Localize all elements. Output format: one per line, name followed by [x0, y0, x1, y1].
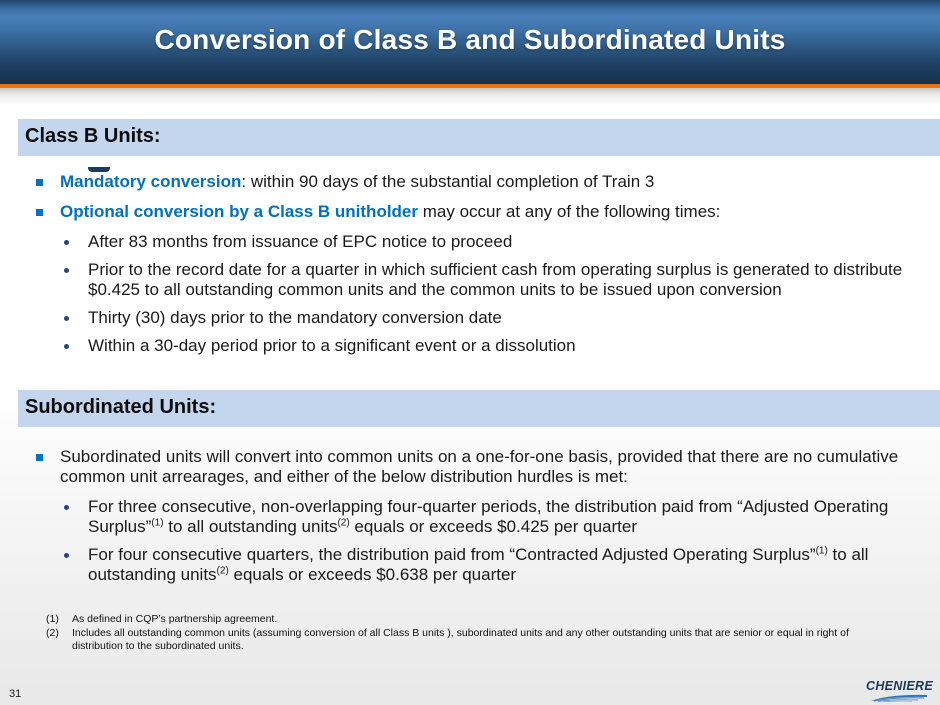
sub-bullet-text: After 83 months from issuance of EPC notice to proceed	[88, 232, 513, 251]
sub-bullet	[64, 308, 908, 328]
square-bullet-icon	[36, 209, 43, 216]
bullet-text: Subordinated units will convert into common units on a one-for-one basis, provided that there are no cumulative common unit arrearages, and either of the below distribution hurdles is met:	[60, 447, 899, 486]
sub-bullet-segment: equals or exceeds $0.638 per quarter	[228, 565, 517, 584]
sub-bullet-text	[88, 545, 908, 585]
slide-header-band	[0, 0, 940, 84]
sub-bullet-segment: to all outstanding units	[88, 545, 869, 584]
round-bullet-icon	[64, 268, 69, 273]
footnote-text: As defined in CQP’s partnership agreement.	[72, 613, 278, 625]
subordinated-content	[0, 447, 940, 585]
footnote-ref: (1)	[151, 517, 164, 529]
sub-bullet	[64, 232, 908, 252]
sub-bullet-text	[88, 497, 908, 537]
orange-divider	[0, 84, 940, 88]
sub-bullet-text: Within a 30-day period prior to a significant event or a dissolution	[88, 336, 576, 355]
bullet-lead-text: Mandatory conversion	[60, 172, 242, 191]
round-bullet-icon	[64, 553, 69, 558]
footnote-ref: (2)	[216, 565, 229, 577]
round-bullet-icon	[64, 240, 69, 245]
bullet-mandatory-conversion	[36, 172, 908, 192]
footnote-2	[46, 627, 880, 654]
bullet-subordinated-convert	[36, 447, 908, 487]
round-bullet-icon	[64, 344, 69, 349]
sub-bullet-segment: For four consecutive quarters, the distribution paid from “Contracted Adjusted Operating Surplus”	[88, 545, 816, 564]
sub-bullet-segment: For three consecutive, non-overlapping four-quarter periods, the distribution paid from “Adjusted Operating Surplus”	[88, 497, 889, 536]
sub-bullet	[64, 497, 908, 537]
page-number: 31	[9, 688, 22, 700]
cheniere-logo-text: CHENIERE	[866, 679, 933, 693]
bullet-optional-conversion	[36, 202, 908, 222]
sub-bullet	[64, 545, 908, 585]
subordinated-sub-bullets	[64, 497, 908, 585]
section-heading-subordinated: Subordinated Units:	[18, 390, 940, 427]
class-b-content	[0, 172, 940, 356]
bullet-rest-text: : within 90 days of the substantial completion of Train 3	[241, 172, 655, 191]
footnote-number: (1)	[46, 613, 59, 625]
class-b-sub-bullets	[64, 232, 908, 356]
square-bullet-icon	[36, 179, 43, 186]
section-heading-class-b: Class B Units:	[18, 119, 940, 156]
header-drop-shadow	[0, 88, 940, 105]
cheniere-swoosh-icon	[870, 693, 928, 702]
sub-bullet-text: Thirty (30) days prior to the mandatory conversion date	[88, 308, 502, 327]
bullet-text	[60, 172, 654, 192]
sub-bullet-text: Prior to the record date for a quarter in which sufficient cash from operating surplus is generated to distribute $0.425 to all outstanding common units and the common units to be issued upon conversion	[88, 260, 903, 299]
bullet-lead-text: Optional conversion by a Class B unitholder	[60, 202, 419, 221]
header-notch-decoration	[88, 167, 110, 172]
round-bullet-icon	[64, 316, 69, 321]
square-bullet-icon	[36, 454, 43, 461]
footnotes	[46, 613, 880, 654]
bullet-text	[60, 202, 720, 222]
slide-title: Conversion of Class B and Subordinated Units	[154, 24, 786, 55]
bullet-rest-text: may occur at any of the following times:	[418, 202, 721, 221]
footnote-ref: (2)	[337, 517, 350, 529]
sub-bullet-segment: to all outstanding units	[163, 517, 338, 536]
sub-bullet-segment: equals or exceeds $0.425 per quarter	[349, 517, 637, 536]
footnote-ref: (1)	[815, 545, 828, 557]
sub-bullet	[64, 260, 908, 300]
round-bullet-icon	[64, 505, 69, 510]
footnote-1	[46, 613, 880, 627]
sub-bullet	[64, 336, 908, 356]
cheniere-logo	[866, 680, 932, 702]
footnote-text: Includes all outstanding common units (assuming conversion of all Class B units ), subordinated units and any other outstanding units that are senior or equal in right of distribution to the subordinated units.	[72, 626, 849, 652]
footnote-number: (2)	[46, 626, 59, 639]
